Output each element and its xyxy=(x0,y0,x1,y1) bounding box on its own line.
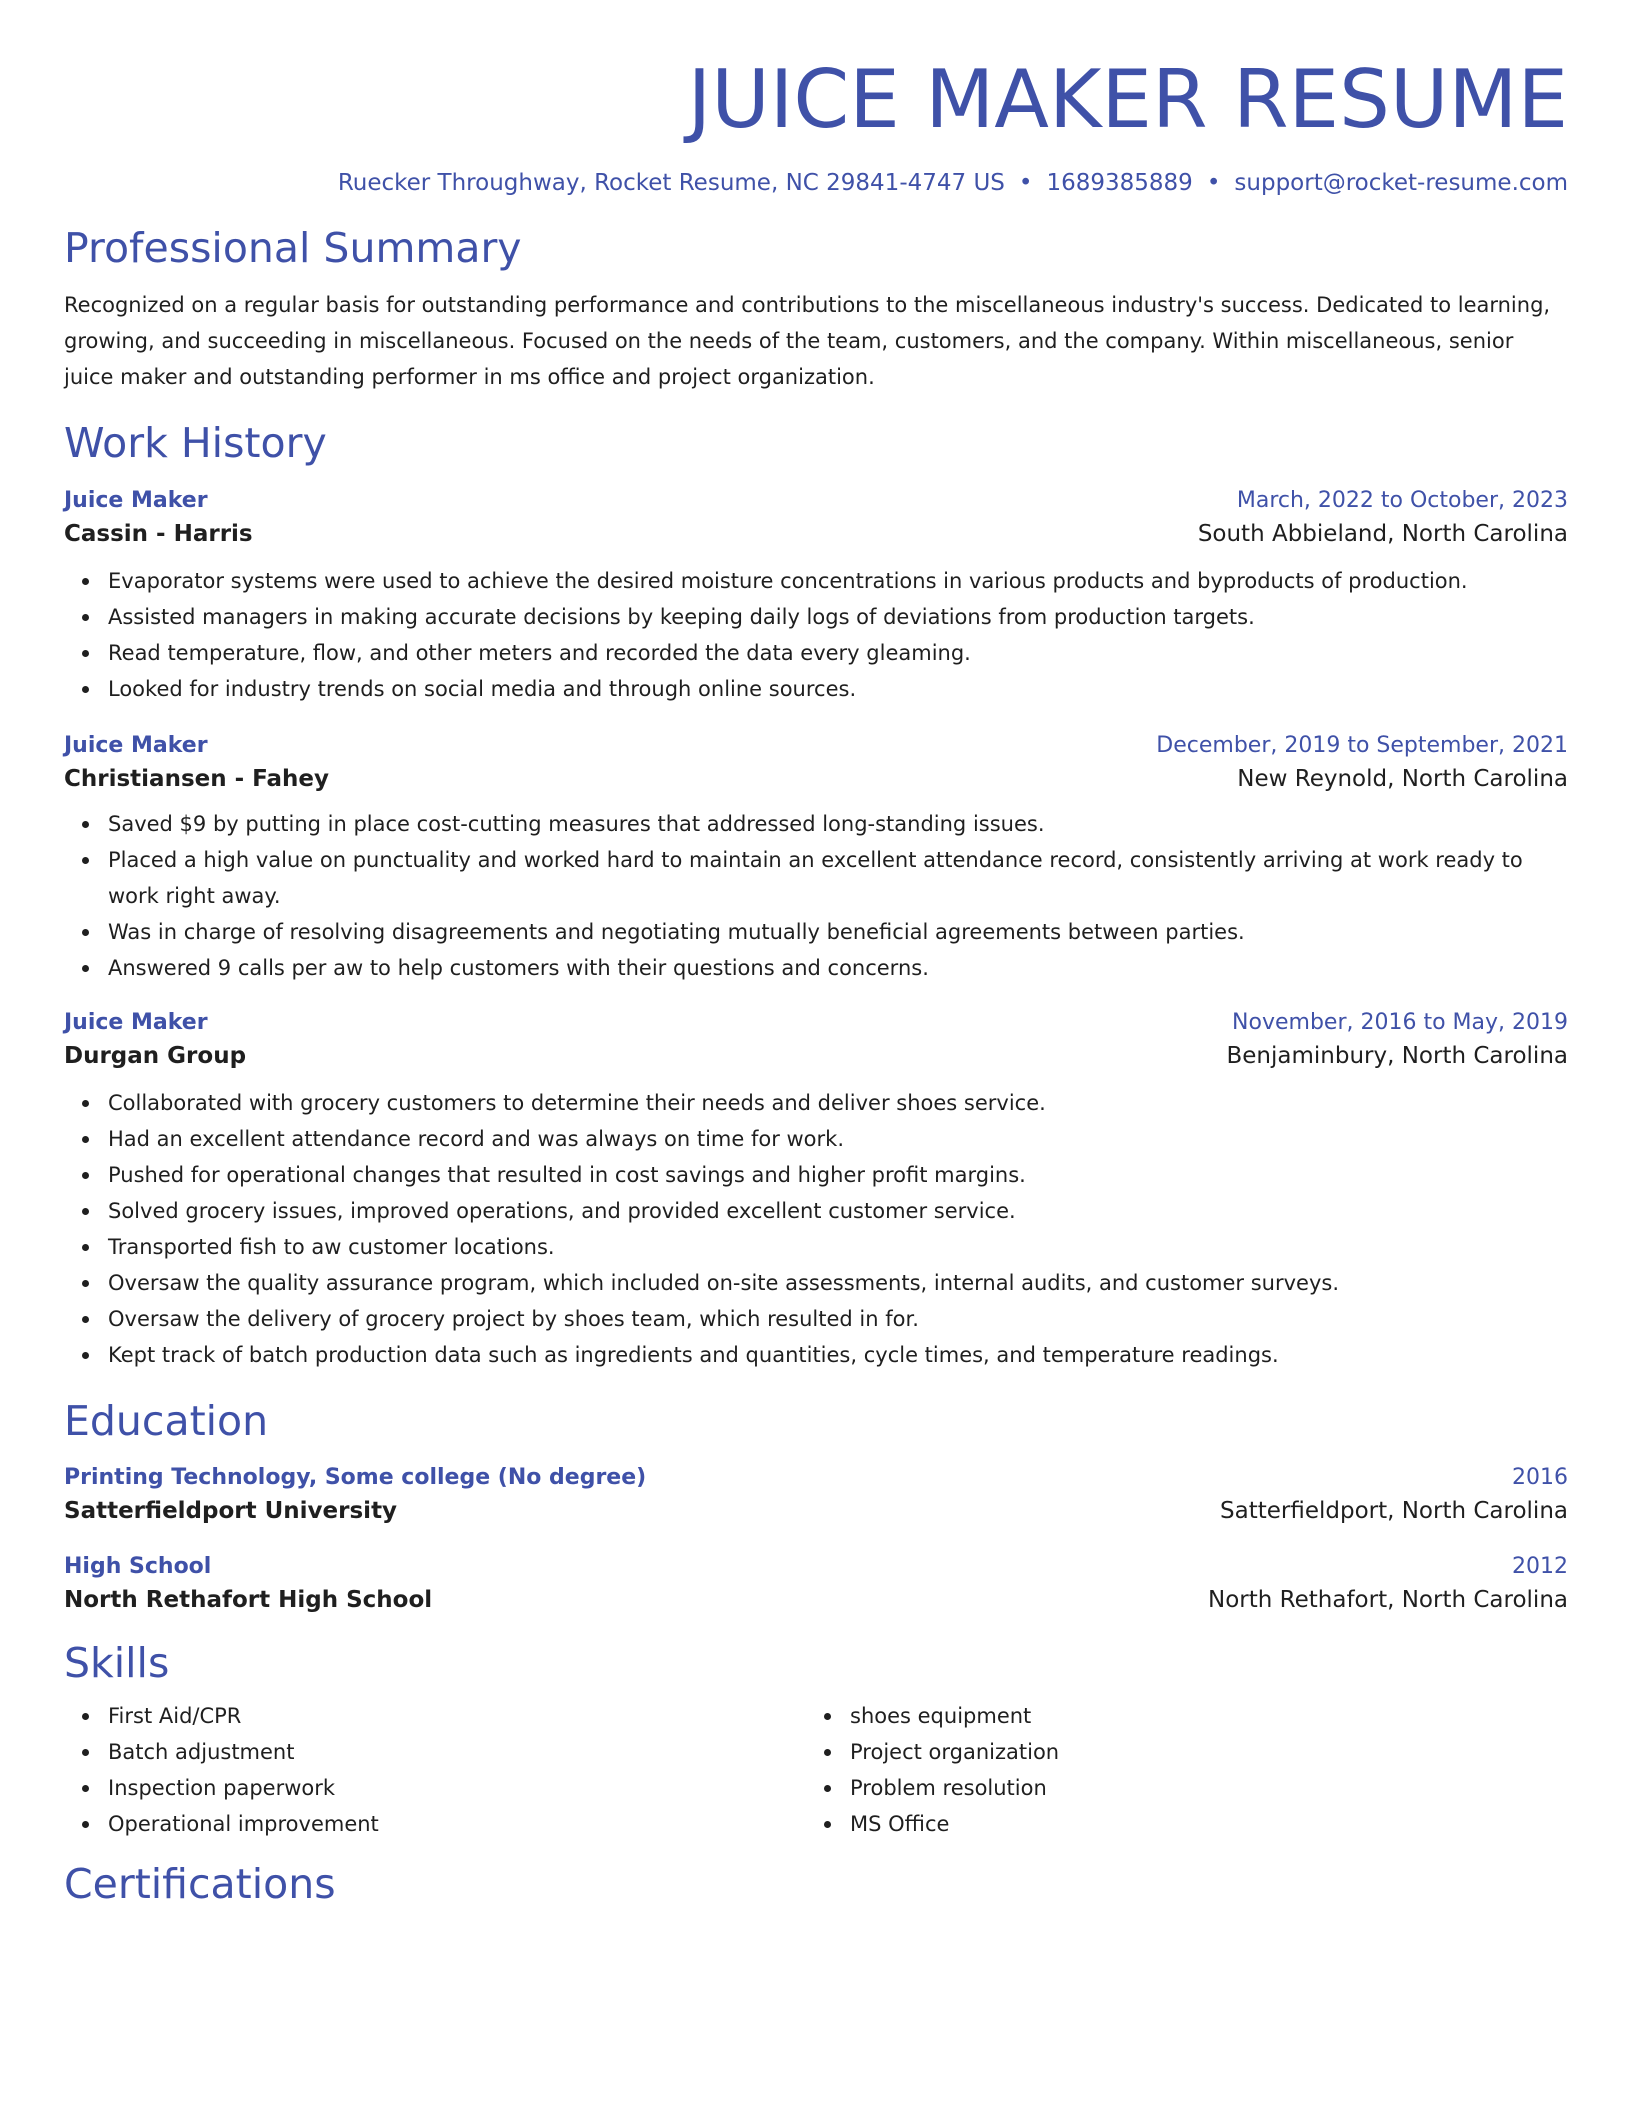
skills-section xyxy=(64,1639,1568,1842)
education-degree: Printing Technology, Some college (No degree) xyxy=(64,1464,647,1490)
summary-heading: Professional Summary xyxy=(64,224,522,272)
job-location: South Abbieland, North Carolina xyxy=(1197,521,1568,548)
list-item: Read temperature, flow, and other meters and recorded the data every gleaming. xyxy=(108,635,1568,671)
job-entry xyxy=(64,488,1568,707)
skills-list xyxy=(64,1698,806,1842)
skills-list xyxy=(806,1698,1548,1842)
job-entry xyxy=(64,1010,1568,1373)
list-item: Had an excellent attendance record and was always on time for work. xyxy=(108,1121,1568,1157)
education-section xyxy=(64,1397,1568,1612)
education-heading: Education xyxy=(64,1397,269,1446)
education-school: North Rethafort High School xyxy=(64,1586,433,1613)
skill-item: Project organization xyxy=(850,1734,1548,1770)
skills-column-right xyxy=(806,1688,1548,1842)
contact-email[interactable]: support@rocket-resume.com xyxy=(1234,170,1568,196)
skill-item: Operational improvement xyxy=(108,1806,806,1842)
contact-phone: 1689385889 xyxy=(1046,170,1193,196)
skill-item: MS Office xyxy=(850,1806,1548,1842)
contact-separator: • xyxy=(1018,170,1033,196)
summary-text: Recognized on a regular basis for outstanding performance and contributions to the miscellaneous industry's success. Dedicated to learning, growing, and succeeding in miscellaneous. Focused on the needs of the team, customers, and the company. Within miscellaneous, senior juice maker and outstanding performer in ms office and project organization. xyxy=(64,293,1551,390)
job-bullets xyxy=(64,806,1568,986)
list-item: Collaborated with grocery customers to determine their needs and deliver shoes service. xyxy=(108,1085,1568,1121)
education-header xyxy=(64,1554,1568,1579)
skill-item: First Aid/CPR xyxy=(108,1698,806,1734)
job-employer-row xyxy=(64,1043,1568,1069)
education-entry xyxy=(64,1465,1568,1524)
list-item: Evaporator systems were used to achieve the desired moisture concentrations in various products and byproducts of production. xyxy=(108,563,1568,599)
job-title: Juice Maker xyxy=(64,488,208,514)
education-school-row xyxy=(64,1498,1568,1524)
list-item: Kept track of batch production data such as ingredients and quantities, cycle times, and temperature readings. xyxy=(108,1337,1568,1373)
job-dates: November, 2016 to May, 2019 xyxy=(1232,1010,1568,1036)
skill-item: shoes equipment xyxy=(850,1698,1548,1734)
work-history-heading: Work History xyxy=(64,419,327,468)
list-item: Saved $9 by putting in place cost-cutting measures that addressed long-standing issues. xyxy=(108,806,1568,842)
job-dates: March, 2022 to October, 2023 xyxy=(1236,488,1568,514)
list-item: Answered 9 calls per aw to help customers with their questions and concerns. xyxy=(108,950,1568,986)
education-degree: High School xyxy=(64,1553,212,1579)
list-item: Solved grocery issues, improved operations, and provided excellent customer service. xyxy=(108,1193,1568,1229)
skills-columns xyxy=(64,1688,1568,1842)
job-bullets xyxy=(64,563,1568,707)
education-header xyxy=(64,1465,1568,1490)
skills-heading: Skills xyxy=(64,1638,170,1687)
skill-item: Inspection paperwork xyxy=(108,1770,806,1806)
summary-section xyxy=(64,224,1568,395)
certifications-heading: Certifications xyxy=(64,1859,336,1908)
job-title: Juice Maker xyxy=(64,1010,208,1036)
list-item: Placed a high value on punctuality and worked hard to maintain an excellent attendance record, consistently arriving at work ready to work right away. xyxy=(108,842,1568,914)
list-item: Looked for industry trends on social media and through online sources. xyxy=(108,671,1568,707)
contact-separator: • xyxy=(1206,170,1221,196)
skill-item: Batch adjustment xyxy=(108,1734,806,1770)
education-location: North Rethafort, North Carolina xyxy=(1208,1586,1568,1613)
contact-line xyxy=(64,170,1568,196)
job-dates: December, 2019 to September, 2021 xyxy=(1156,733,1568,759)
list-item: Oversaw the delivery of grocery project by shoes team, which resulted in for. xyxy=(108,1301,1568,1337)
work-history-section xyxy=(64,419,1568,1373)
skill-item: Problem resolution xyxy=(850,1770,1548,1806)
list-item: Transported fish to aw customer locations. xyxy=(108,1229,1568,1265)
list-item: Was in charge of resolving disagreements and negotiating mutually beneficial agreements between parties. xyxy=(108,914,1568,950)
contact-address: Ruecker Throughway, Rocket Resume, NC 29841-4747 US xyxy=(337,170,1005,196)
job-location: New Reynold, North Carolina xyxy=(1237,766,1568,793)
job-employer: Christiansen - Fahey xyxy=(64,766,330,793)
job-entry xyxy=(64,733,1568,986)
list-item: Oversaw the quality assurance program, which included on-site assessments, internal audits, and customer surveys. xyxy=(108,1265,1568,1301)
list-item: Assisted managers in making accurate decisions by keeping daily logs of deviations from production targets. xyxy=(108,599,1568,635)
education-location: Satterfieldport, North Carolina xyxy=(1220,1497,1568,1524)
job-header xyxy=(64,733,1568,758)
job-header xyxy=(64,488,1568,513)
job-location: Benjaminbury, North Carolina xyxy=(1226,1043,1568,1070)
job-title: Juice Maker xyxy=(64,733,208,759)
education-entry xyxy=(64,1554,1568,1613)
job-header xyxy=(64,1010,1568,1035)
job-employer-row xyxy=(64,766,1568,792)
education-year: 2016 xyxy=(1512,1464,1568,1490)
job-employer: Cassin - Harris xyxy=(64,521,253,548)
job-bullets xyxy=(64,1085,1568,1373)
education-school: Satterfieldport University xyxy=(64,1497,398,1524)
certifications-section xyxy=(64,1860,1568,1909)
education-school-row xyxy=(64,1587,1568,1613)
job-employer: Durgan Group xyxy=(64,1043,247,1070)
education-year: 2012 xyxy=(1512,1553,1568,1579)
job-employer-row xyxy=(64,521,1568,547)
resume-title: JUICE MAKER RESUME xyxy=(687,53,1568,146)
skills-column-left xyxy=(64,1688,806,1842)
list-item: Pushed for operational changes that resulted in cost savings and higher profit margins. xyxy=(108,1157,1568,1193)
